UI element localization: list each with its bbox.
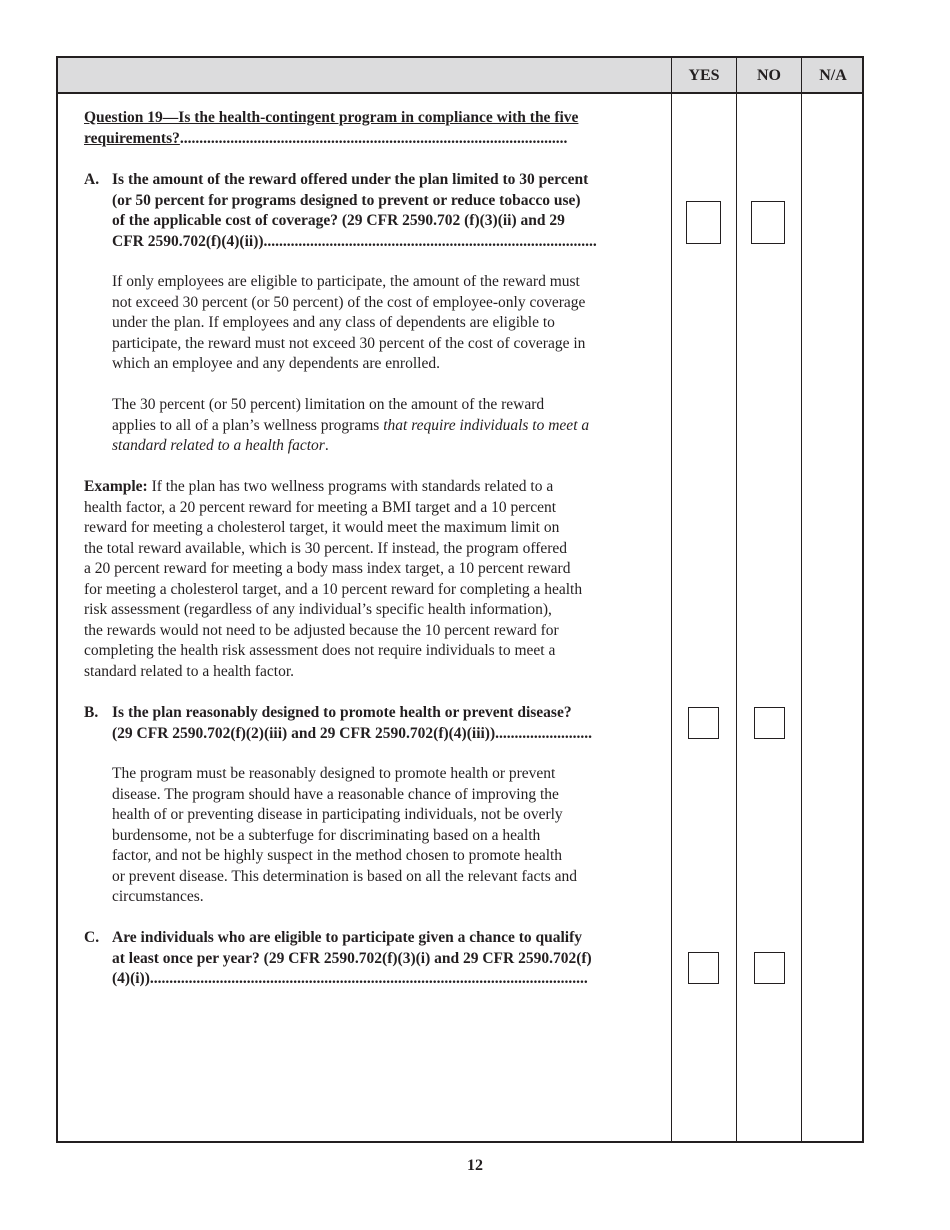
item-c-line: at least once per year? (29 CFR 2590.702(f)(3)(i) and 29 CFR 2590.702(f) [112, 949, 592, 967]
item-b-yes-checkbox[interactable] [688, 707, 719, 739]
paragraph-text: If the plan has two wellness programs with standards related to a [147, 478, 554, 495]
item-c-yes-checkbox[interactable] [688, 952, 719, 984]
yes-column-header: YES [688, 67, 720, 84]
leader-dots: ......................... [495, 724, 593, 742]
paragraph-line: disease. The program should have a reasonable chance of improving the [112, 785, 559, 803]
item-c-line: Are individuals who are eligible to participate given a chance to qualify [112, 929, 583, 946]
item-a-yes-checkbox[interactable] [686, 201, 721, 244]
item-a-no-checkbox[interactable] [751, 201, 785, 244]
paragraph-line: The program must be reasonably designed to promote health or prevent [112, 765, 556, 782]
item-b-explanation [112, 764, 577, 908]
item-c-question [112, 928, 592, 990]
item-c-letter: C. [84, 929, 100, 946]
paragraph-line: health of or preventing disease in participating individuals, not be overly [112, 806, 563, 823]
item-a-question [112, 170, 597, 252]
item-a-line: of the applicable cost of coverage? (29 CFR 2590.702 (f)(3)(ii) and 29 [112, 212, 565, 229]
example-label: Example: [84, 478, 148, 495]
column-divider [801, 58, 802, 1141]
item-b-question [112, 703, 592, 744]
item-c-no-checkbox[interactable] [754, 952, 785, 984]
item-b-line: (29 CFR 2590.702(f)(2)(iii) and 29 CFR 2590.702(f)(4)(iii)) [112, 724, 496, 742]
leader-dots: ...................................................................................... [263, 232, 597, 250]
paragraph-line: factor, and not be highly suspect in the method chosen to promote health [112, 847, 563, 864]
leader-dots: ................................................................................................................. [149, 970, 588, 987]
item-a-line: (or 50 percent for programs designed to prevent or reduce tobacco use) [112, 191, 581, 209]
paragraph-line: which an employee and any dependents are enrolled. [112, 355, 440, 372]
paragraph-line: risk assessment (regardless of any individual’s specific health information), [84, 601, 552, 618]
paragraph-line: burdensome, not be a subterfuge for discriminating based on a health [112, 826, 541, 844]
item-a-line: Is the amount of the reward offered under the plan limited to 30 percent [112, 171, 589, 188]
paragraph-line: completing the health risk assessment does not require individuals to meet a [84, 642, 556, 659]
paragraph-line: the total reward available, which is 30 percent. If instead, the program offered [84, 539, 568, 557]
paragraph-line: participate, the reward must not exceed 30 percent of the cost of coverage in [112, 334, 586, 352]
paragraph-line: If only employees are eligible to participate, the amount of the reward must [112, 273, 580, 290]
paragraph-line: circumstances. [112, 888, 204, 905]
paragraph-line: the rewards would not need to be adjusted because the 10 percent reward for [84, 621, 559, 639]
item-a-limitation-note [112, 395, 589, 457]
column-divider [736, 58, 737, 1141]
paragraph-line: not exceed 30 percent (or 50 percent) of the cost of employee-only coverage [112, 293, 586, 311]
item-c-line: (4)(i)) [112, 970, 150, 987]
item-a-line: CFR 2590.702(f)(4)(ii)) [112, 232, 264, 250]
item-b-letter: B. [84, 704, 99, 721]
paragraph-text: applies to all of a plan’s wellness programs [112, 416, 384, 434]
paragraph-line: for meeting a cholesterol target, and a 10 percent reward for completing a health [84, 580, 583, 598]
question-title-line2: requirements? [84, 130, 180, 147]
page-number: 12 [467, 1157, 483, 1174]
column-divider [671, 58, 672, 1141]
item-b-no-checkbox[interactable] [754, 707, 785, 739]
question-title-line1: Question 19—Is the health-contingent program in compliance with the five [84, 109, 579, 126]
paragraph-italic: that require individuals to meet a [383, 416, 590, 434]
no-column-header: NO [757, 67, 781, 84]
example-paragraph [84, 477, 582, 682]
paragraph-line: under the plan. If employees and any class of dependents are eligible to [112, 314, 555, 331]
paragraph-line: standard related to a health factor. [84, 662, 295, 680]
paragraph-line: health factor, a 20 percent reward for meeting a BMI target and a 10 percent [84, 498, 557, 516]
question-title [84, 108, 578, 129]
paragraph-line: reward for meeting a cholesterol target, it would meet the maximum limit on [84, 519, 560, 536]
paragraph-line: a 20 percent reward for meeting a body mass index target, a 10 percent reward [84, 560, 571, 577]
item-a-letter: A. [84, 171, 100, 188]
na-column-header: N/A [819, 67, 847, 84]
paragraph-line: or prevent disease. This determination is based on all the relevant facts and [112, 867, 577, 885]
item-a-explanation [112, 272, 585, 375]
paragraph-text: . [324, 437, 329, 454]
item-b-line: Is the plan reasonably designed to promote health or prevent disease? [112, 704, 572, 721]
leader-dots: .................................................................................................... [179, 130, 568, 147]
paragraph-italic: standard related to a health factor [112, 437, 325, 454]
paragraph-line: The 30 percent (or 50 percent) limitation on the amount of the reward [112, 396, 545, 413]
question-title-row2 [84, 129, 567, 150]
